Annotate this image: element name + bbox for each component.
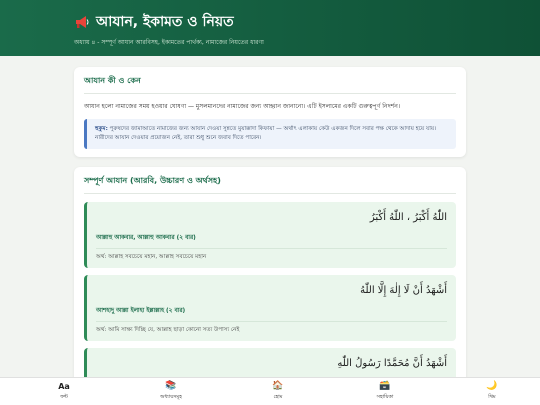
nav-label: হোম [273,394,283,400]
page-title [74,12,522,32]
moon-icon: 🌙 [486,381,498,391]
home-icon: 🏠 [272,381,284,391]
nav-label: সহায়িকা [376,394,394,400]
nav-chapters[interactable] [151,378,191,405]
nav-label: অধ্যায়সমূহ [160,394,182,400]
nav-label: ফন্ট [60,394,68,400]
nav-theme[interactable] [472,378,512,405]
books-icon: 📚 [165,381,177,391]
intro-card-text: আযান হলো নামাজের সময় হওয়ার ঘোষণা — মুসলমানদের নামাজের জন্য আহ্বান জানানো। এটি ইসলামের একটি গুরুত্বপূর্ণ নিদর্শন। [84,103,400,110]
page-title-text: আযান, ইকামত ও নিয়ত [96,14,234,30]
intro-card-title: আযান কী ও কেন [84,75,456,94]
adhan-meaning: অর্থ: আল্লাহ সবচেয়ে মহান, আল্লাহ সবচেয়ে মহান [96,248,447,262]
adhan-meaning: অর্থ: আমি সাক্ষ্য দিচ্ছি যে, আল্লাহ ছাড়া কোনো সত্য উপাস্য নেই [96,321,447,335]
adhan-arabic: اللّٰهُ أَكْبَرُ ، اللّٰهُ أَكْبَرُ [369,212,447,223]
adhan-pronunciation: আশহাদু আল্লা ইলাহা ইল্লাল্লাহ (২ বার) [96,308,186,314]
card-box-icon: 🗃️ [379,381,391,391]
app-header [0,0,540,56]
nav-label: থিম [488,394,496,400]
font-size-icon: Aa [58,382,70,391]
adhan-phrase [84,202,456,268]
ruling-note-label: হুকুম: [95,126,108,132]
adhan-phrase [84,348,456,377]
nav-home[interactable] [258,378,298,405]
nav-font[interactable] [44,378,84,405]
adhan-card-title: সম্পূর্ণ আযান (আরবি, উচ্চারণ ও অর্থসহ) [84,175,456,194]
ruling-note-text: পুরুষদের জামাআতে নামাজের জন্য আযান দেওয়া সুন্নতে মুয়াক্কাদা কিফায়া — অর্থাৎ এলাকায় কেউ একজন দিলে সবার পক্ষ থেকে আদায় হয়ে যায়। নারীদের আযান দেওয়ার প্রয়োজন নেই, তারা শুধু শুনে জবাব দিতে পারেন। [95,126,437,141]
adhan-arabic: أَشْهَدُ أَنْ لَا إِلٰهَ إِلَّا اللّٰهُ [360,285,447,296]
intro-card [74,67,466,157]
adhan-arabic: أَشْهَدُ أَنَّ مُحَمَّدًا رَسُولُ اللّٰهِ [337,358,447,369]
adhan-card [74,167,466,377]
megaphone-icon [74,14,90,30]
main-content[interactable] [0,56,540,377]
adhan-pronunciation: আল্লাহু আকবার, আল্লাহু আকবার (২ বার) [96,235,196,241]
nav-guide[interactable] [365,378,405,405]
ruling-note [84,119,456,149]
page-subtitle: অধ্যায় ৪ - সম্পূর্ণ আযান আরবিসহ, ইকামতের পার্থক্য, নামাজের নিয়তের ধারণা [74,39,264,46]
bottom-nav [0,377,540,405]
adhan-phrase [84,275,456,341]
